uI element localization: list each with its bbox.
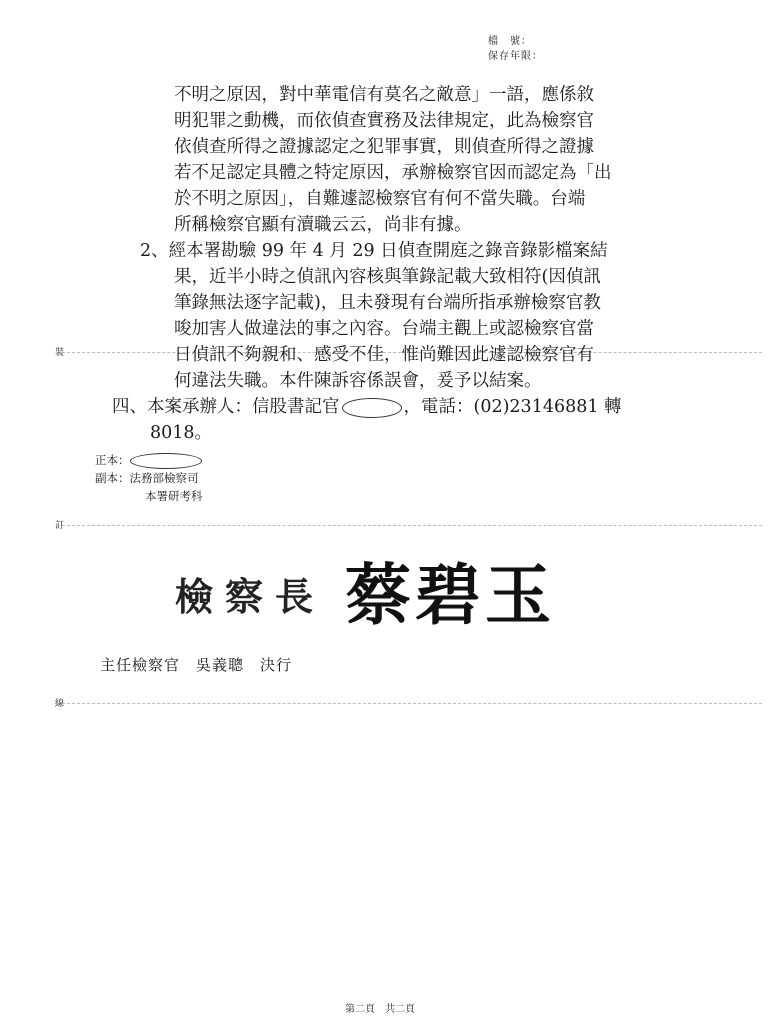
body-line: 不明之原因，對中華電信有莫名之敵意」一語，應係敘 — [174, 85, 594, 105]
section-4-extension: 8018。 — [150, 423, 213, 443]
item-2-line: 日偵訊不夠親和、感受不佳，惟尚難因此遽認檢察官有 — [174, 345, 594, 365]
item-2-line: 唆加害人做違法的事之內容。台端主觀上或認檢察官當 — [174, 319, 594, 339]
section-4-line — [112, 394, 660, 420]
binding-mark-xian: 線 — [55, 699, 65, 709]
retention-period-label: 保存年限： — [488, 51, 543, 62]
binding-line — [62, 703, 762, 705]
letter-body — [112, 82, 660, 446]
body-line: 依偵查所得之證據認定之犯罪事實，則偵查所得之證據 — [174, 137, 594, 157]
chief-prosecutor-signature-stamp — [170, 548, 570, 638]
item-2-line: 果，近半小時之偵訊內容核與筆錄記載大致相符(因偵訊 — [174, 267, 601, 287]
binding-mark-ding: 訂 — [55, 521, 65, 531]
body-line: 於不明之原因」，自難遽認檢察官有何不當失職。台端 — [174, 189, 586, 209]
contact-prefix: 四、本案承辦人：信股書記官 — [112, 397, 340, 417]
item-2-line: 何違法失職。本件陳訴容係誤會，爰予以結案。 — [174, 371, 542, 391]
body-line: 所稱檢察官顯有瀆職云云，尚非有據。 — [174, 215, 472, 235]
approving-officer: 主任檢察官 吳義聰 決行 — [100, 656, 293, 674]
page-number: 第二頁 共二頁 — [345, 1004, 415, 1015]
redacted-recipient — [130, 453, 202, 469]
signature-name: 蔡碧玉 — [345, 556, 555, 634]
signature-title: 檢察長 — [175, 574, 326, 619]
contact-phone: ，電話：(02)23146881 轉 — [403, 397, 622, 417]
file-number-label: 檔 號： — [488, 36, 532, 47]
binding-mark-zhuang: 裝 — [55, 348, 65, 358]
body-line: 明犯罪之動機，而依偵查實務及法律規定，此為檢察官 — [174, 111, 594, 131]
original-label: 正本： — [95, 453, 130, 467]
redacted-name — [342, 398, 402, 418]
item-2-line: 2、經本署勘驗 99 年 4 月 29 日偵查開庭之錄音錄影檔案結 — [140, 241, 608, 261]
copy-recipient: 副本：法務部檢察司 — [95, 471, 199, 485]
body-line: 若不足認定具體之特定原因，承辦檢察官因而認定為「出 — [174, 163, 612, 183]
original-recipient — [95, 452, 202, 469]
item-2-line: 筆錄無法逐字記載)，且未發現有台端所指承辦檢察官教 — [174, 293, 601, 313]
copy-recipient-2: 本署研考科 — [145, 489, 203, 503]
binding-line — [62, 525, 762, 527]
